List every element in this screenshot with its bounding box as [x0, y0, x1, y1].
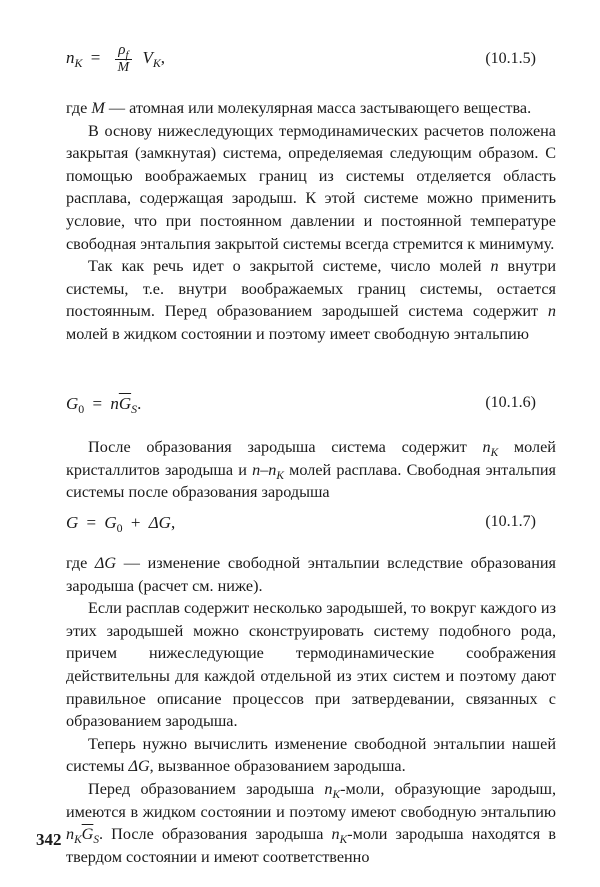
eq1-denominator: M	[117, 60, 130, 75]
paragraph-4: После образования зародыша система содержит $n_K$ молей кристаллитов зародыша и $n-n_K$ молей расплава. Свободная энтальпия системы после образования зародыша	[66, 438, 557, 502]
eq1-lhs: n	[66, 47, 75, 67]
eq1-numerator: ρ	[118, 42, 126, 58]
eq3-plus: +	[130, 513, 141, 532]
eq1-lhs-sub: K	[74, 55, 83, 70]
eq3-equals: =	[86, 513, 97, 532]
paragraph-1: где M — атомная или молекулярная масса застывающего вещества.	[66, 99, 532, 117]
eq3-tail: ,	[170, 513, 176, 532]
paragraph-5: где ΔG — изменение свободной энтальпии вследствие образования зародыша (расчет см. ниже).	[66, 554, 556, 595]
eq1-fraction	[115, 42, 133, 76]
eq1-equals: =	[90, 47, 101, 67]
eq3-lhs: G	[66, 513, 79, 532]
eq3-g0: G	[104, 513, 117, 532]
paragraph-2: В основу нижеследующих термодинамических расчетов положена закрытая (замкнутая) система, определяемая следующим образом. С помощью воображаемых границ из системы отделяется область расплава, содержащая зародыш. К этой системе можно применить условие, что при постоянном давлении и постоянной температуре свободная энтальпия закрытой системы всегда стремится к минимуму.	[66, 121, 556, 253]
symbol-M: M	[91, 99, 105, 117]
eq1-rhs-sub: K	[152, 55, 161, 70]
eq1-rhs: V	[142, 47, 153, 67]
eq2-equals: =	[92, 394, 103, 413]
text-block-1	[66, 97, 556, 346]
equation-10-1-6	[66, 394, 556, 424]
eq1-tail: ,	[160, 47, 166, 67]
text-block-3	[66, 552, 556, 868]
paragraph-8: Перед образованием зародыша $n_K$-моли, образующие зародыш, имеются в жидком состоянии и поэтому имеют свободную энтальпию $n_K\overline{G}_S$. После образования зародыша $n_K$-моли зародыша находятся в твердом состоянии и имеют соответственно	[66, 779, 557, 866]
paragraph-7: Теперь нужно вычислить изменение свободной энтальпии нашей системы ΔG, вызванное образованием зародыша.	[66, 734, 556, 776]
eq3-g0-sub: 0	[116, 521, 123, 535]
equation-10-1-5	[66, 42, 556, 86]
eq2-rhs-n: n	[110, 394, 119, 413]
equation-10-1-7	[66, 513, 556, 543]
eq1-number: (10.1.5)	[485, 50, 536, 67]
eq2-number: (10.1.6)	[485, 394, 536, 411]
page-number: 342	[36, 830, 62, 849]
eq2-lhs-sub: 0	[78, 402, 85, 416]
eq1-numerator-sub: f	[125, 49, 129, 61]
eq2-tail: .	[137, 394, 142, 413]
eq2-rhs-sub: S	[131, 402, 138, 416]
eq3-delta: ΔG	[148, 513, 171, 532]
eq2-lhs: G	[66, 394, 79, 413]
paragraph-3: Так как речь идет о закрытой системе, число молей n внутри системы, т.е. внутри воображаемых границ системы, остается постоянным. Перед образованием зародышей система содержит n молей в жидком состоянии и поэтому имеет свободную энтальпию	[66, 257, 556, 343]
paragraph-6: Если расплав содержит несколько зародышей, то вокруг каждого из этих зародышей можно сконструировать систему подобного рода, причем нижеследующие термодинамические соображения действительны для каждой отдельной из этих систем и поэтому дают правильное описание процессов при затвердевании, связанных с образованием зародыша.	[66, 599, 556, 731]
text-block-2	[66, 436, 556, 504]
eq2-rhs-g: $\overline{G}$	[118, 394, 132, 413]
eq3-number: (10.1.7)	[485, 513, 536, 530]
